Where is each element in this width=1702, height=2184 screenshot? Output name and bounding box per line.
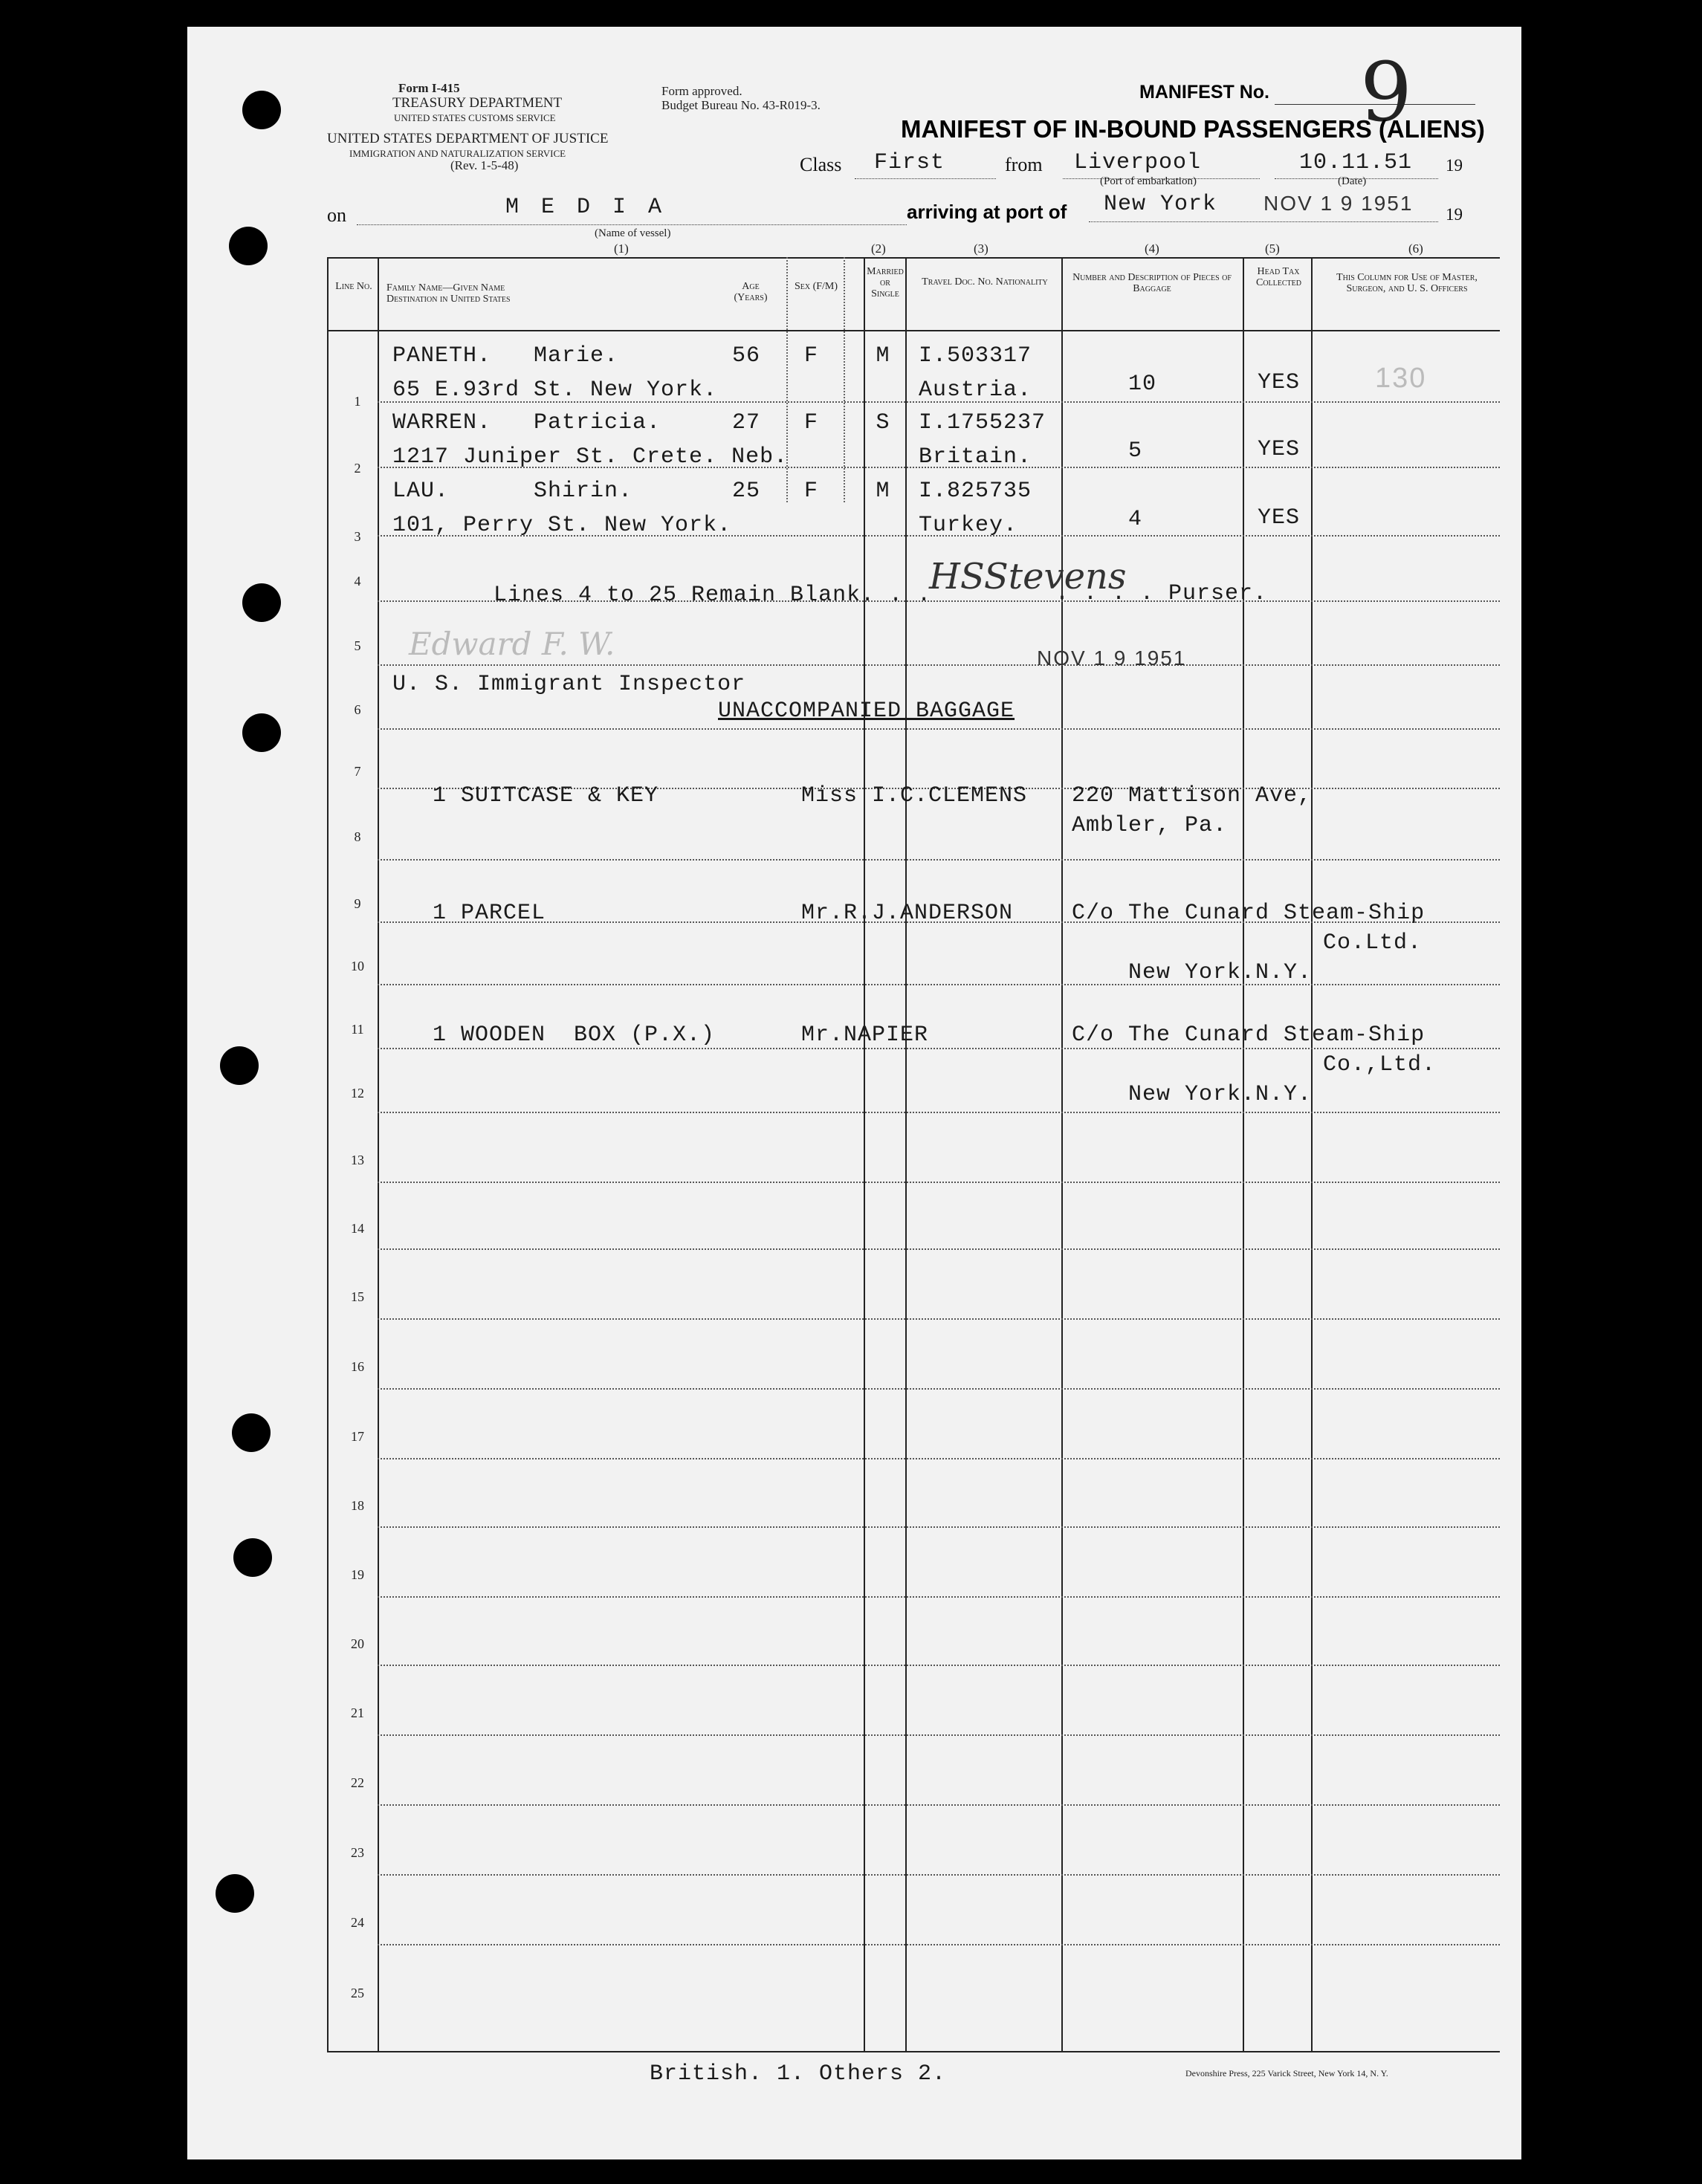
justice-label: UNITED STATES DEPARTMENT OF JUSTICE — [327, 131, 609, 146]
port-caption: (Port of embarkation) — [1100, 175, 1197, 187]
line-number: 6 — [354, 702, 361, 717]
col-header-line-no: Line No. — [335, 281, 372, 292]
baggage-address-line: Ambler, Pa. — [1072, 813, 1228, 838]
table-header-bottom — [327, 330, 1500, 331]
col-divider — [905, 257, 907, 2051]
line-number: 10 — [351, 959, 364, 973]
col-divider — [864, 257, 865, 2051]
punch-hole — [229, 227, 268, 265]
passenger-summary: British. 1. Others 2. — [650, 2061, 947, 2087]
col-header-baggage: Number and Description of Pieces of Baggage — [1072, 272, 1232, 294]
baggage-address-line: C/o The Cunard Steam-Ship — [1072, 901, 1426, 926]
row-separator — [378, 1318, 1500, 1320]
passenger-passenger-name: PANETH. Marie. — [392, 343, 619, 369]
col-divider — [378, 257, 379, 2051]
passenger-sex: F — [804, 479, 819, 504]
col-number: (1) — [614, 242, 629, 256]
manifest-title: MANIFEST OF IN-BOUND PASSENGERS (ALIENS) — [901, 115, 1485, 143]
class-label: Class — [800, 154, 842, 175]
row-separator — [378, 859, 1500, 861]
passenger-destination: 1217 Juniper St. Crete. Neb. — [392, 444, 789, 470]
col-divider — [1243, 257, 1244, 2051]
row-separator — [378, 1944, 1500, 1945]
vessel-name: M E D I A — [505, 195, 667, 220]
baggage-address-line: New York.N.Y. — [1128, 1082, 1313, 1107]
line-number: 18 — [351, 1498, 364, 1513]
vessel-caption: (Name of vessel) — [595, 227, 671, 239]
passenger-age: 25 — [732, 479, 761, 504]
row-separator — [378, 1048, 1500, 1049]
port-of-embarkation: Liverpool — [1074, 150, 1202, 175]
passenger-destination: 65 E.93rd St. New York. — [392, 377, 718, 403]
col-header-officers: This Column for Use of Master, Surgeon, and U. S. Officers — [1336, 272, 1478, 294]
rev-label: (Rev. 1-5-48) — [450, 158, 519, 172]
departure-date: 10.11.51 — [1299, 150, 1413, 175]
passenger-sex: F — [804, 410, 819, 435]
passenger-marital-status: M — [876, 343, 890, 369]
passenger-travel-doc-no: I.825735 — [919, 479, 1032, 504]
line-number: 14 — [351, 1221, 364, 1236]
passenger-age: 56 — [732, 343, 761, 369]
purser-signature: HSStevens — [929, 556, 1127, 597]
line-number: 11 — [351, 1022, 364, 1037]
baggage-owner: Mr.NAPIER — [801, 1023, 929, 1048]
baggage-owner: Miss I.C.CLEMENS — [801, 783, 1028, 809]
line-number: 24 — [351, 1915, 364, 1930]
line-number: 5 — [354, 638, 361, 653]
punch-hole — [220, 1046, 259, 1085]
line-number: 25 — [351, 1986, 364, 2000]
passenger-head-tax-collected: YES — [1258, 505, 1301, 531]
baggage-address-line: 220 Mattison Ave, — [1072, 783, 1313, 809]
passenger-travel-doc-no: I.1755237 — [919, 410, 1046, 435]
passenger-sex: F — [804, 343, 819, 369]
punch-hole — [232, 1413, 271, 1452]
row-separator — [378, 1112, 1500, 1113]
form-approved: Form approved. — [661, 84, 742, 98]
passenger-nationality: Austria. — [919, 377, 1032, 403]
col-header-head-tax: Head Tax Collected — [1256, 266, 1301, 288]
punch-hole — [242, 91, 281, 129]
passenger-marital-status: S — [876, 410, 890, 435]
inspection-date-stamp: NOV 1 9 1951 — [1037, 647, 1187, 670]
baggage-address-line: Co.,Ltd. — [1323, 1052, 1437, 1078]
budget-number: Budget Bureau No. 43-R019-3. — [661, 98, 821, 112]
purser-label: . . . . Purser. — [1055, 581, 1268, 606]
year-prefix-2: 19 — [1446, 205, 1463, 224]
col-number: (3) — [974, 242, 988, 256]
from-label: from — [1005, 154, 1043, 175]
col-divider — [1311, 257, 1313, 2051]
row-separator — [378, 1596, 1500, 1598]
row-separator — [378, 728, 1500, 730]
arrival-underline — [1089, 221, 1438, 222]
form-number: Form I-415 — [398, 81, 460, 95]
col-header-married: Married or Single — [867, 266, 904, 299]
arriving-label: arriving at port of — [907, 201, 1067, 223]
row-separator — [378, 1182, 1500, 1183]
line-number: 17 — [351, 1429, 364, 1444]
baggage-address-line: New York.N.Y. — [1128, 960, 1313, 985]
class-underline — [855, 178, 996, 179]
passenger-head-tax-collected: YES — [1258, 437, 1301, 462]
ins-label: IMMIGRATION AND NATURALIZATION SERVICE — [349, 148, 566, 159]
line-number: 20 — [351, 1636, 364, 1651]
baggage-owner: Mr.R.J.ANDERSON — [801, 901, 1014, 926]
punch-hole — [233, 1538, 272, 1577]
line-number: 15 — [351, 1289, 364, 1304]
passenger-passenger-name: LAU. Shirin. — [392, 479, 633, 504]
row-separator — [378, 1804, 1500, 1806]
unaccompanied-baggage-heading: UNACCOMPANIED BAGGAGE — [718, 699, 1015, 724]
class-value: First — [874, 150, 945, 175]
col-divider — [844, 257, 845, 502]
line-number: 22 — [351, 1775, 364, 1790]
row-separator — [378, 1734, 1500, 1736]
printer-imprint: Devonshire Press, 225 Varick Street, New York 14, N. Y. — [1185, 2068, 1388, 2078]
passenger-passenger-name: WARREN. Patricia. — [392, 410, 661, 435]
row-separator — [378, 1388, 1500, 1390]
passenger-age: 27 — [732, 410, 761, 435]
row-separator — [378, 1526, 1500, 1528]
manifest-no-value: 9 — [1360, 45, 1412, 140]
baggage-address-line: C/o The Cunard Steam-Ship — [1072, 1023, 1426, 1048]
line-number: 9 — [354, 896, 361, 911]
passenger-marital-status: M — [876, 479, 890, 504]
blank-lines-note: Lines 4 to 25 Remain Blank. . . — [494, 583, 932, 608]
line-number: 19 — [351, 1567, 364, 1582]
table-left-border — [327, 257, 329, 2051]
officer-note: 130 — [1375, 363, 1427, 394]
baggage-address-line: Co.Ltd. — [1323, 930, 1423, 956]
table-bottom-border — [327, 2051, 1500, 2052]
passenger-baggage-count: 5 — [1128, 438, 1143, 464]
baggage-item: 1 PARCEL — [433, 901, 546, 926]
passenger-baggage-count: 10 — [1128, 372, 1157, 397]
col-divider — [1061, 257, 1063, 2051]
line-number: 16 — [351, 1359, 364, 1374]
line-number: 1 — [354, 394, 361, 409]
punch-hole — [242, 713, 281, 752]
arrival-port: New York — [1104, 192, 1217, 217]
line-number: 3 — [354, 529, 361, 544]
col-header-sex: Sex (F/M) — [794, 281, 838, 292]
line-number: 13 — [351, 1153, 364, 1167]
passenger-head-tax-collected: YES — [1258, 370, 1301, 395]
row-separator — [378, 1248, 1500, 1250]
row-separator — [378, 1458, 1500, 1459]
baggage-item: 1 WOODEN BOX (P.X.) — [433, 1023, 716, 1048]
col-header-travel-doc: Travel Doc. No. Nationality — [922, 276, 1048, 288]
row-separator — [378, 984, 1500, 985]
passenger-baggage-count: 4 — [1128, 507, 1143, 532]
punch-hole — [216, 1874, 254, 1913]
row-separator — [378, 664, 1500, 666]
year-prefix: 19 — [1446, 156, 1463, 175]
line-number: 2 — [354, 461, 361, 476]
customs-label: UNITED STATES CUSTOMS SERVICE — [394, 112, 556, 123]
line-number: 8 — [354, 829, 361, 844]
line-number: 4 — [354, 574, 361, 589]
inspector-label: U. S. Immigrant Inspector — [392, 672, 746, 697]
line-number: 7 — [354, 764, 361, 779]
manifest-no-label: MANIFEST No. — [1139, 82, 1269, 103]
on-label: on — [327, 204, 346, 226]
line-number: 21 — [351, 1705, 364, 1720]
col-number: (6) — [1408, 242, 1423, 256]
vessel-underline — [357, 224, 907, 225]
inspector-signature: Edward F. W. — [409, 626, 615, 662]
line-number: 12 — [351, 1086, 364, 1101]
col-number: (5) — [1265, 242, 1280, 256]
row-separator — [378, 1665, 1500, 1666]
row-separator — [378, 1874, 1500, 1876]
date-caption: (Date) — [1338, 175, 1367, 187]
table-top-border — [327, 257, 1500, 259]
col-header-name: Family Name—Given Name Destination in United States — [386, 282, 511, 305]
passenger-destination: 101, Perry St. New York. — [392, 513, 732, 538]
punch-hole — [242, 583, 281, 622]
baggage-item: 1 SUITCASE & KEY — [433, 783, 659, 809]
manifest-page — [187, 27, 1521, 2159]
col-number: (4) — [1145, 242, 1159, 256]
line-number: 23 — [351, 1845, 364, 1860]
passenger-travel-doc-no: I.503317 — [919, 343, 1032, 369]
passenger-nationality: Turkey. — [919, 513, 1018, 538]
col-number: (2) — [871, 242, 886, 256]
col-header-age: Age (Years) — [734, 281, 768, 303]
passenger-nationality: Britain. — [919, 444, 1032, 470]
arrival-date-stamp: NOV 1 9 1951 — [1263, 192, 1414, 215]
treasury-label: TREASURY DEPARTMENT — [392, 95, 563, 111]
